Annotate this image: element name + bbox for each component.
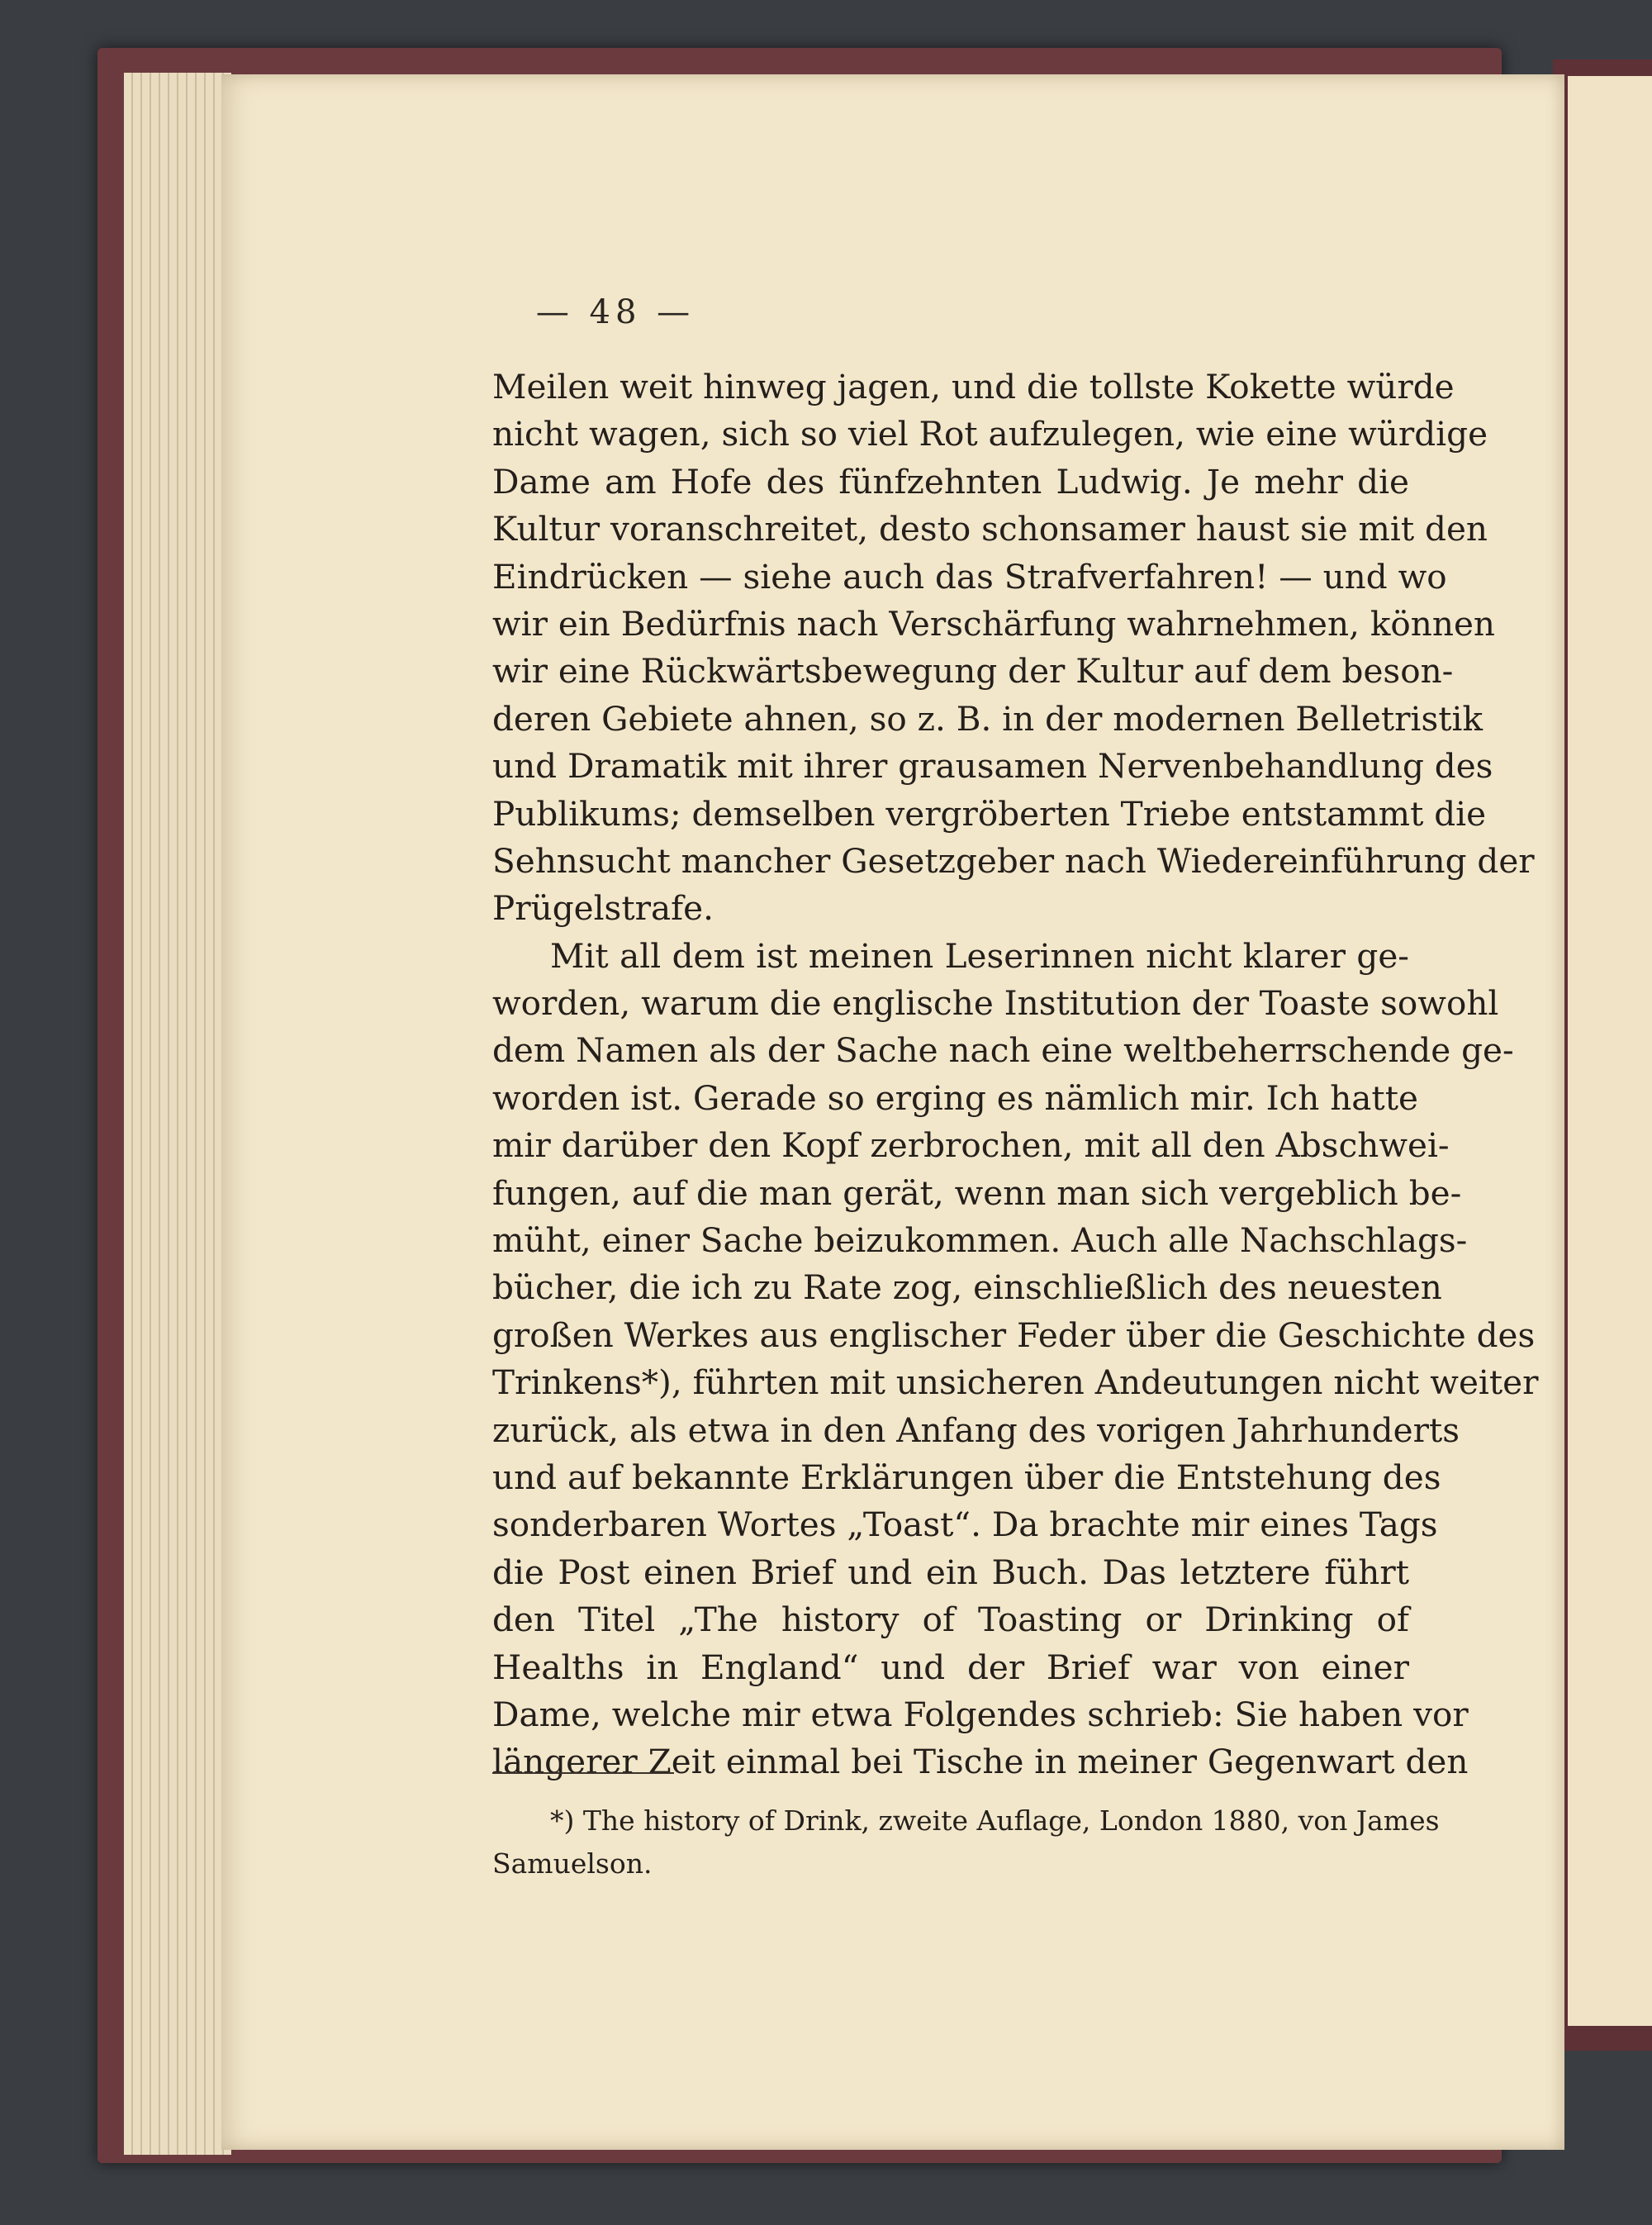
text-line: sonderbaren Wortes „Toast“. Da brachte mir eines Tags bbox=[492, 1505, 1438, 1545]
text-line: längerer Zeit einmal bei Tische in meiner Gegenwart den bbox=[492, 1742, 1469, 1782]
page-edges bbox=[124, 73, 231, 2155]
text-line: Meilen weit hinweg jagen, und die tollste Kokette würde bbox=[492, 367, 1455, 406]
text-line: fungen, auf die man gerät, wenn man sich vergeblich be- bbox=[492, 1172, 1462, 1213]
text-line: mir darüber den Kopf zerbrochen, mit all den Abschwei- bbox=[492, 1125, 1450, 1166]
text-line: Prügelstrafe. bbox=[492, 888, 714, 929]
text-line: und auf bekannte Erklärungen über die Entstehung des bbox=[492, 1457, 1441, 1497]
text-line: den Titel „The history of Toasting or Drinking of bbox=[492, 1600, 1409, 1640]
body-text bbox=[492, 364, 1539, 1786]
text-line: Sehnsucht mancher Gesetzgeber nach Wiedereinführung der bbox=[492, 840, 1535, 881]
footnote-rule bbox=[492, 1772, 674, 1774]
text-line: worden ist. Gerade so erging es nämlich mir. Ich hatte bbox=[492, 1077, 1418, 1118]
footnote bbox=[492, 1799, 1440, 1885]
text-line: bücher, die ich zu Rate zog, einschließlich des neuesten bbox=[492, 1267, 1442, 1308]
text-line: nicht wagen, sich so viel Rot aufzulegen, wie eine würdige bbox=[492, 414, 1488, 454]
text-line: Kultur voranschreitet, desto schonsamer haust sie mit den bbox=[492, 509, 1488, 549]
text-line: müht, einer Sache beizukommen. Auch alle Nachschlags- bbox=[492, 1220, 1468, 1261]
footnote-line: Samuelson. bbox=[492, 1847, 653, 1880]
next-page-edge bbox=[1568, 76, 1652, 2026]
text-line: großen Werkes aus englischer Feder über die Geschichte des bbox=[492, 1315, 1536, 1355]
text-line: deren Gebiete ahnen, so z. B. in der modernen Belletristik bbox=[492, 698, 1483, 739]
text-line: Healths in England“ und der Brief war von einer bbox=[492, 1647, 1409, 1687]
text-line: Dame, welche mir etwa Folgendes schrieb: Sie haben vor bbox=[492, 1694, 1469, 1734]
text-line: worden, warum die englische Institution der Toaste sowohl bbox=[492, 983, 1499, 1024]
text-line: und Dramatik mit ihrer grausamen Nervenbehandlung des bbox=[492, 746, 1493, 787]
text-line: wir eine Rückwärtsbewegung der Kultur auf dem beson- bbox=[492, 651, 1454, 692]
text-line: die Post einen Brief und ein Buch. Das letztere führt bbox=[492, 1552, 1409, 1592]
footnote-line: *) The history of Drink, zweite Auflage, London 1880, von James bbox=[550, 1804, 1440, 1837]
text-line: Trinkens*), führten mit unsicheren Andeutungen nicht weiter bbox=[492, 1362, 1539, 1403]
text-line: Dame am Hofe des fünfzehnten Ludwig. Je mehr die bbox=[492, 461, 1409, 502]
text-line: Publikums; demselben vergröberten Triebe entstammt die bbox=[492, 793, 1487, 834]
text-line: dem Namen als der Sache nach eine weltbeherrschende ge- bbox=[492, 1030, 1514, 1071]
text-line: zurück, als etwa in den Anfang des vorigen Jahrhunderts bbox=[492, 1410, 1460, 1450]
text-line: Mit all dem ist meinen Leserinnen nicht klarer ge- bbox=[550, 935, 1409, 976]
text-line: Eindrücken — siehe auch das Strafverfahren! — und wo bbox=[492, 556, 1447, 597]
page-number: — 48 — bbox=[535, 293, 695, 331]
text-line: wir ein Bedürfnis nach Verschärfung wahrnehmen, können bbox=[492, 603, 1495, 644]
